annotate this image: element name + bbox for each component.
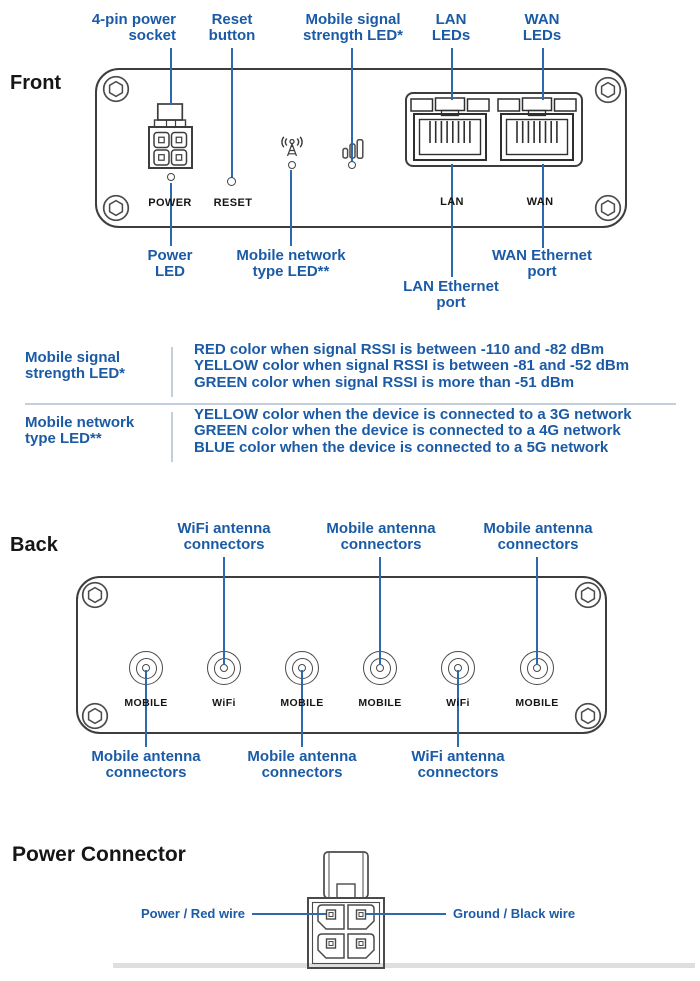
page-bottom-edge [113,963,695,968]
panel-text-mobile: MOBILE [358,697,402,709]
network-type-led [288,161,296,169]
leader-line-signal-led [351,48,353,161]
leader-line-power-led [170,183,172,246]
table-row-divider [25,403,676,405]
power-connector-title: Power Connector [12,843,186,866]
panel-text-wan: WAN [526,196,554,208]
table-row-desc-network-led: YELLOW color when the device is connected to a 3G network GREEN color when the device is connected to a 4G network BLUE color when the device is connected to a 5G network [194,406,632,456]
screw-icon [80,580,110,610]
power-socket-drawing [146,102,196,170]
callout-power-red-wire: Power / Red wire [140,906,245,921]
screw-icon [101,74,131,104]
callout-mobile-antenna-bottom: Mobile antenna connectors [247,748,357,781]
power-connector-drawing [300,846,392,970]
callout-wifi-antenna-bottom: WiFi antenna connectors [411,748,505,781]
reset-button-dot [227,177,236,186]
lan-port-drawing [410,97,490,163]
leader-line-lan-leds [451,48,453,100]
callout-reset-button: Reset button [208,11,256,44]
table-column-divider [171,412,173,462]
panel-text-lan: LAN [440,196,464,208]
mobile-network-antenna-icon [280,135,304,161]
callout-lan-leds: LAN LEDs [431,11,471,44]
panel-text-wifi: WiFi [446,697,470,709]
screw-icon [573,701,603,731]
table-row-label-signal-led: Mobile signal strength LED* [25,349,126,382]
panel-text-reset: RESET [213,197,253,209]
callout-power-socket: 4-pin power socket [91,11,176,44]
callout-ground-black-wire: Ground / Black wire [453,906,576,921]
table-row-desc-signal-led: RED color when signal RSSI is between -110 and -82 dBm YELLOW color when signal RSSI is between -81 and -52 dBm GREEN color when signal RSSI is more than -51 dBm [194,341,630,391]
leader-line-lan-port [451,164,453,277]
callout-power-led: Power LED [147,247,193,280]
leader-line-wan-leds [542,48,544,100]
callout-lan-port: LAN Ethernet port [403,278,499,311]
callout-mobile-antenna-top: Mobile antenna connectors [483,520,593,553]
callout-mobile-antenna-bottom: Mobile antenna connectors [91,748,201,781]
leader-line-mobile-connector [379,557,381,665]
panel-text-mobile: MOBILE [280,697,324,709]
leader-line-reset-button [231,48,233,178]
table-column-divider [171,347,173,397]
leader-line-ground-wire [366,913,446,915]
power-led [167,173,175,181]
callout-wifi-antenna-top: WiFi antenna connectors [177,520,271,553]
callout-mobile-antenna-top: Mobile antenna connectors [326,520,436,553]
front-section-title: Front [10,72,62,94]
screw-icon [593,75,623,105]
panel-text-mobile: MOBILE [515,697,559,709]
table-row-label-network-led: Mobile network type LED** [25,414,135,447]
screw-icon [80,701,110,731]
back-section-title: Back [10,534,58,556]
leader-line-wifi-connector [223,557,225,665]
leader-line-mobile-connector [536,557,538,665]
callout-network-led: Mobile network type LED** [236,247,346,280]
callout-wan-port: WAN Ethernet port [491,247,592,280]
screw-icon [573,580,603,610]
screw-icon [101,193,131,223]
leader-line-network-led [290,170,292,246]
leader-line-power-socket [170,48,172,105]
panel-text-mobile: MOBILE [124,697,168,709]
callout-wan-leds: WAN LEDs [522,11,562,44]
screw-icon [593,193,623,223]
panel-text-wifi: WiFi [212,697,236,709]
leader-line-power-wire [252,913,326,915]
signal-strength-led [348,161,356,169]
wan-port-drawing [497,97,577,163]
callout-signal-led: Mobile signal strength LED* [302,11,403,44]
signal-strength-bars-icon [342,139,364,159]
panel-text-power: POWER [148,197,192,209]
